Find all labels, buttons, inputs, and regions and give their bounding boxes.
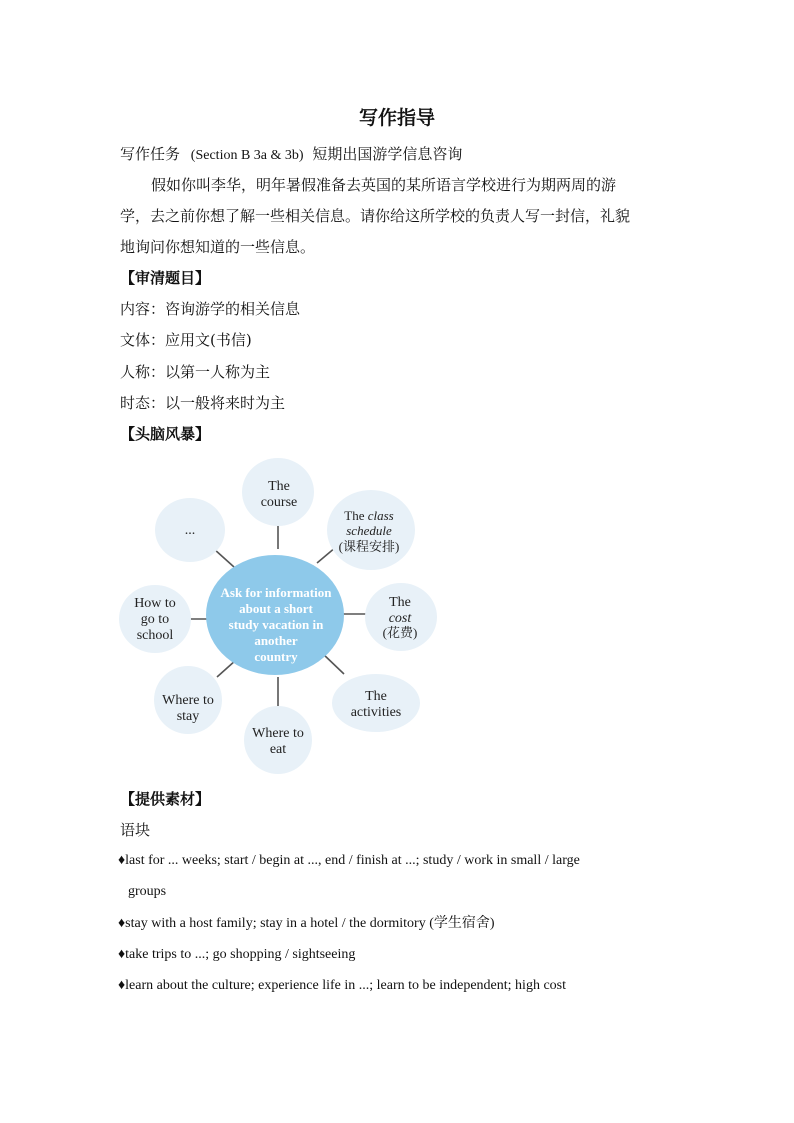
materials-subheading: 语块 [120,821,151,839]
phrase-2-text: stay with a host family; stay in a hotel / the dormitory (学生宿舍) [125,916,495,931]
center-line-2: about a short [239,601,313,616]
center-line-1: Ask for information [220,585,332,600]
school-line-1: How to [134,596,176,611]
phrase-3 [118,945,355,965]
course-line-1: The [268,479,290,494]
phrase-4-text: learn about the culture; experience life in ...; learn to be independent; high cost [125,978,566,993]
phrase-1 [118,851,580,871]
center-line-3: study vacation in [228,617,324,632]
task-body-line-2: 学，去之前你想了解一些相关信息。请你给这所学校的负责人写一封信，礼貌 [120,207,631,225]
review-person: 人称：以第一人称为主 [120,363,271,381]
eat-line-1: Where to [252,726,304,741]
connector-activities [322,653,344,674]
materials-heading: 【提供素材】 [120,790,211,808]
bullet-icon: ♦ [118,916,126,931]
phrase-3-text: take trips to ...; go shopping / sightseeing [125,947,356,962]
course-line-2: course [260,495,298,510]
school-line-3: school [136,628,174,643]
schedule-word-the: The [344,508,365,523]
phrase-4 [118,976,566,996]
review-heading: 【审清题目】 [120,269,211,287]
center-line-4: another [254,633,298,648]
task-label: 写作任务 [120,145,181,163]
phrase-1-text: last for ... weeks; start / begin at ..., end / finish at ...; study / work in small / large [125,853,580,868]
more-label: ... [184,523,196,538]
eat-line-2: eat [269,742,287,757]
brainstorm-mind-map [118,455,438,777]
task-section: (Section B 3a & 3b) [190,148,304,163]
phrase-2 [118,914,495,934]
stay-line-1: Where to [162,693,214,708]
task-body-line-3: 地询问你想知道的一些信息。 [120,238,316,256]
cost-line-2: cost [388,611,412,626]
schedule-line-3: (课程安排) [338,539,400,554]
review-content: 内容：咨询游学的相关信息 [120,300,301,318]
center-line-5: country [254,649,298,664]
stay-line-2: stay [176,709,200,724]
schedule-line-2: schedule [346,523,392,538]
bullet-icon: ♦ [118,947,126,962]
task-line [120,144,462,166]
activities-line-1: The [365,689,387,704]
school-line-2: go to [140,612,170,627]
task-topic: 短期出国游学信息咨询 [312,145,463,163]
connector-more [214,549,234,567]
cost-line-3: (花费) [382,625,418,640]
bullet-icon: ♦ [118,978,126,993]
schedule-line-1 [344,508,393,523]
task-body-line-1: 假如你叫李华，明年暑假准备去英国的某所语言学校进行为期两周的游 [151,176,617,194]
activities-line-2: activities [350,705,402,720]
schedule-word-class: class [367,508,394,523]
brainstorm-heading: 【头脑风暴】 [120,425,211,443]
phrase-1-continued: groups [128,884,167,899]
bullet-icon: ♦ [118,853,126,868]
page-title: 写作指导 [358,107,435,129]
review-genre: 文体：应用文(书信) [120,331,252,349]
cost-line-1: The [389,595,411,610]
review-tense: 时态：以一般将来时为主 [120,394,286,412]
